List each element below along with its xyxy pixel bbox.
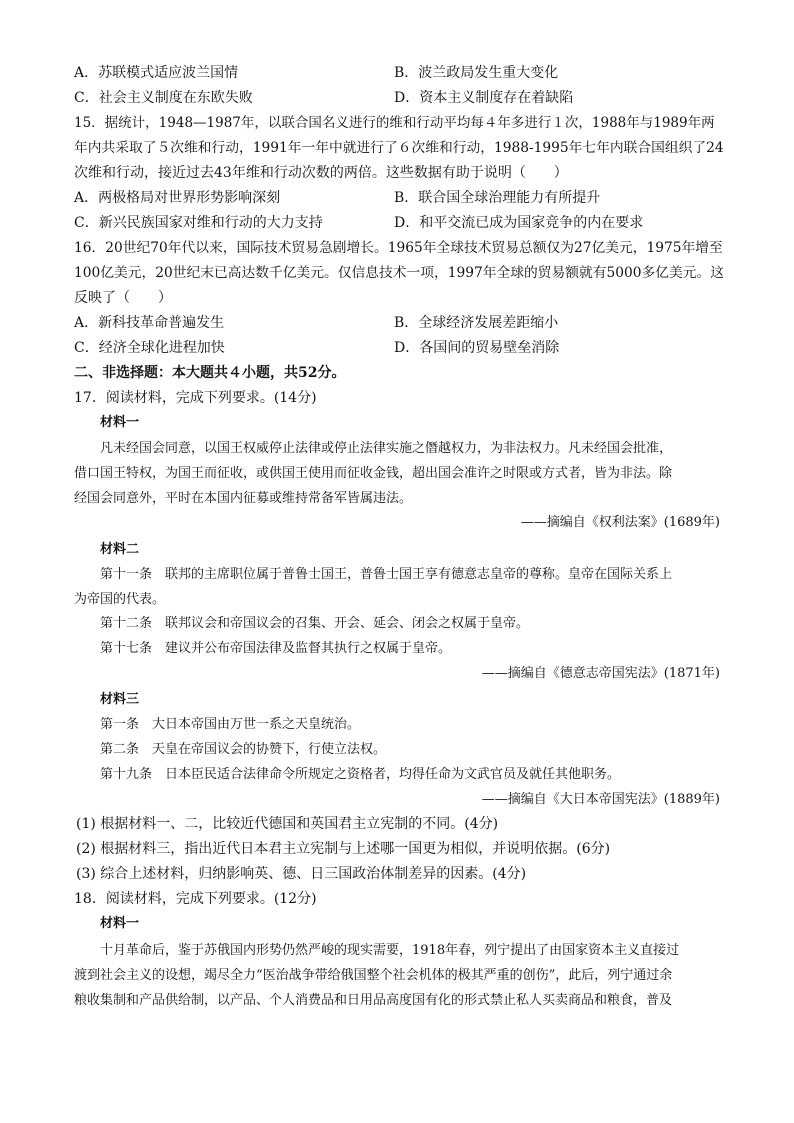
q14-option-c[interactable]: C．社会主义制度在东欧失败 — [74, 90, 253, 106]
q15-stem-line-3: 次维和行动，接近过去43年维和行动次数的两倍。这些数据有助于说明（ ） — [74, 165, 568, 181]
section-heading: 二、非选择题：本大题共４小题，共52分。 — [74, 365, 346, 381]
q15-option-c[interactable]: C．新兴民族国家对维和行动的大力支持 — [74, 215, 323, 231]
q15-option-d[interactable]: D．和平交流已成为国家竞争的内在要求 — [394, 215, 644, 231]
q17-subquestion-2: (2) 根据材料三，指出近代日本君主立宪制与上述哪一国更为相似，并说明依据。(6分) — [76, 841, 611, 857]
q16-option-d[interactable]: D．各国间的贸易壁垒消除 — [394, 340, 560, 356]
q17-material-2-line-4: 第十七条 建议并公布帝国法律及监督其执行之权属于皇帝。 — [100, 641, 452, 656]
q15-option-a[interactable]: A．两极格局对世界形势影响深刻 — [74, 190, 281, 206]
q17-material-2-source: ——摘编自《德意志帝国宪法》(1871年) — [481, 666, 720, 681]
q17-material-3-line-1: 第一条 大日本帝国由万世一系之天皇统治。 — [100, 717, 361, 732]
q16-option-c[interactable]: C．经济全球化进程加快 — [74, 340, 225, 356]
q17-material-1-line-2: 借口国王特权，为国王而征收，或供国王使用而征收金钱，超出国会准许之时限或方式者，皆为非法。除 — [74, 466, 673, 481]
q17-material-2-title: 材料二 — [100, 542, 140, 557]
q18-material-1-line-3: 粮收集制和产品供给制，以产品、个人消费品和日用品高度国有化的形式禁止私人买卖商品和粮食，普及 — [74, 993, 673, 1008]
q17-material-1-title: 材料一 — [100, 415, 140, 430]
q18-stem: 18．阅读材料，完成下列要求。(12分) — [74, 891, 317, 907]
q17-material-3-line-2: 第二条 天皇在帝国议会的协赞下，行使立法权。 — [100, 742, 387, 757]
q18-material-1-title: 材料一 — [100, 916, 140, 931]
q17-subquestion-1: (1) 根据材料一、二，比较近代德国和英国君主立宪制的不同。(4分) — [76, 816, 499, 832]
q14-option-b[interactable]: B．波兰政局发生重大变化 — [394, 65, 559, 81]
q17-material-2-line-2: 为帝国的代表。 — [74, 592, 166, 607]
q17-material-2-line-1: 第十一条 联邦的主席职位属于普鲁士国王，普鲁士国王享有德意志皇帝的尊称。皇帝在国际关系上 — [100, 567, 673, 582]
q17-material-3-line-3: 第十九条 日本臣民适合法律命令所规定之资格者，均得任命为文武官员及就任其他职务。 — [100, 767, 621, 782]
q16-stem-line-3: 反映了（ ） — [74, 290, 172, 306]
q17-material-3-title: 材料三 — [100, 692, 140, 707]
q16-option-a[interactable]: A．新科技革命普遍发生 — [74, 315, 225, 331]
q16-stem-line-2: 100亿美元，20世纪末已高达数千亿美元。仅信息技术一项，1997年全球的贸易额就有5000多亿美元。这 — [74, 265, 724, 281]
q14-option-a[interactable]: A．苏联模式适应波兰国情 — [74, 65, 239, 81]
q15-option-b[interactable]: B．联合国全球治理能力有所提升 — [394, 190, 601, 206]
q14-option-d[interactable]: D．资本主义制度存在着缺陷 — [394, 90, 574, 106]
q17-material-3-source: ——摘编自《大日本帝国宪法》(1889年) — [481, 792, 720, 807]
q17-stem: 17．阅读材料，完成下列要求。(14分) — [74, 390, 317, 406]
q17-subquestion-3: (3) 综合上述材料，归纳影响英、德、日三国政治体制差异的因素。(4分) — [76, 866, 527, 882]
q15-stem-line-1: 15．据统计，1948—1987年，以联合国名义进行的维和行动平均每４年多进行１次，1988年与1989年两 — [74, 115, 715, 131]
q17-material-1-source: ——摘编自《权利法案》(1689年) — [520, 515, 720, 530]
q15-stem-line-2: 年内共采取了５次维和行动，1991年一年中就进行了６次维和行动，1988-1995年七年内联合国组织了24 — [74, 140, 724, 156]
q16-stem-line-1: 16．20世纪70年代以来，国际技术贸易急剧增长。1965年全球技术贸易总额仅为27亿美元，1975年增至 — [74, 240, 723, 256]
q17-material-1-line-3: 经国会同意外，平时在本国内征募或维持常备军皆属违法。 — [74, 491, 413, 506]
q17-material-2-line-3: 第十二条 联邦议会和帝国议会的召集、开会、延会、闭会之权属于皇帝。 — [100, 616, 530, 631]
q18-material-1-line-1: 十月革命后，鉴于苏俄国内形势仍然严峻的现实需要，1918年春，列宁提出了由国家资本主义直接过 — [100, 943, 680, 958]
q16-option-b[interactable]: B．全球经济发展差距缩小 — [394, 315, 559, 331]
q17-material-1-line-1: 凡未经国会同意，以国王权威停止法律或停止法律实施之僭越权力，为非法权力。凡未经国会批准， — [100, 441, 673, 456]
q18-material-1-line-2: 渡到社会主义的设想，竭尽全力“医治战争带给俄国整个社会机体的极其严重的创伤”，此后，列宁通过余 — [74, 968, 673, 983]
